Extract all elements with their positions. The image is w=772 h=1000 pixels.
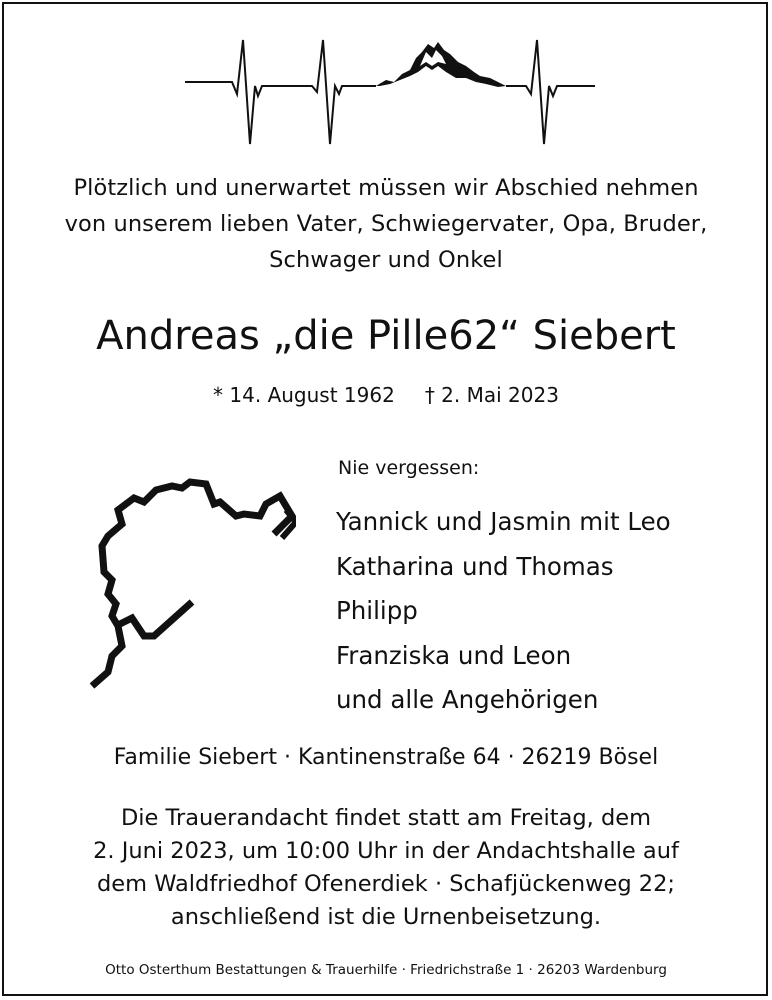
intro-text xyxy=(0,170,772,278)
funeral-home-footer: Otto Osterthum Bestattungen & Trauerhilfe · Friedrichstraße 1 · 26203 Wardenburg xyxy=(105,962,667,978)
death-date: † 2. Mai 2023 xyxy=(424,383,559,407)
mourner-entry: Franziska und Leon xyxy=(336,640,572,670)
mourners-heading: Nie vergessen: xyxy=(338,457,480,479)
mourner-entry: und alle Angehörigen xyxy=(336,685,599,714)
intro-line: Schwager und Onkel xyxy=(269,247,503,273)
family-address: Familie Siebert · Kantinenstraße 64 · 26219 Bösel xyxy=(113,745,659,770)
service-line: dem Waldfriedhof Ofenerdiek · Schafjückenweg 22; xyxy=(97,871,675,897)
mourner-entry: Philipp xyxy=(336,596,418,625)
service-line: Die Trauerandacht findet statt am Freitag, dem xyxy=(120,805,652,831)
intro-line: Plötzlich und unerwartet müssen wir Abschied nehmen xyxy=(73,175,699,201)
race-track-outline-icon xyxy=(86,476,296,692)
life-dates xyxy=(0,381,772,409)
mourners-list xyxy=(336,500,671,723)
deceased-name: Andreas „die Pille62“ Siebert xyxy=(96,313,676,359)
birth-date: * 14. August 1962 xyxy=(213,383,395,407)
mourner-entry: Katharina und Thomas xyxy=(336,551,614,581)
service-line: anschließend ist die Urnenbeisetzung. xyxy=(170,904,602,930)
heartbeat-mountain-icon xyxy=(180,36,600,154)
intro-line: von unserem lieben Vater, Schwiegervater, Opa, Bruder, xyxy=(64,211,708,237)
service-info xyxy=(0,802,772,934)
service-line: 2. Juni 2023, um 10:00 Uhr in der Andachtshalle auf xyxy=(93,838,679,864)
mourner-entry: Yannick und Jasmin mit Leo xyxy=(336,507,671,536)
